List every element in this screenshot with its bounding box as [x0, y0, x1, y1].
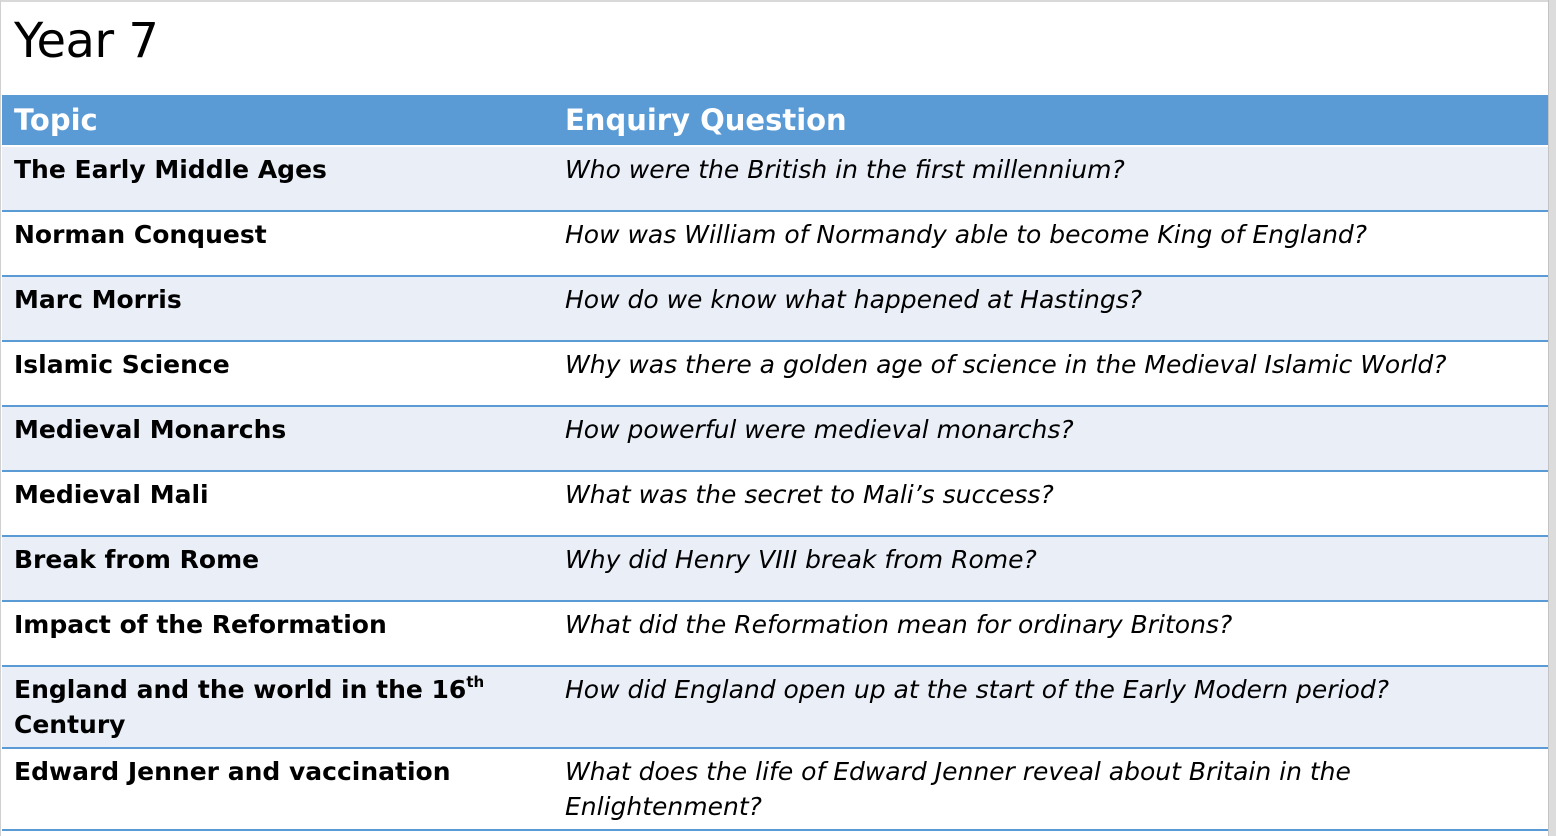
topic-cell: Edward Jenner and vaccination: [2, 748, 553, 830]
table-row: [2, 666, 1549, 748]
topic-text-continued: Century: [14, 710, 126, 739]
table-row: [2, 211, 1549, 276]
table-row: [2, 341, 1549, 406]
topic-cell: Impact of the Reformation: [2, 601, 553, 666]
topic-cell: Marc Morris: [2, 276, 553, 341]
column-header-enquiry-question: Enquiry Question: [553, 95, 1549, 146]
table-row: [2, 276, 1549, 341]
topic-text: England and the world in the 16: [14, 675, 467, 704]
topic-cell: [2, 666, 553, 748]
question-cell: What was the secret to Mali’s success?: [553, 471, 1549, 536]
page-title: Year 7: [14, 13, 159, 69]
question-cell: Why was there a golden age of science in the Medieval Islamic World?: [553, 341, 1549, 406]
table-row: [2, 406, 1549, 471]
table-row: [2, 748, 1549, 830]
question-cell: How do we know what happened at Hastings?: [553, 276, 1549, 341]
table-header-row: [2, 95, 1549, 146]
column-header-topic: Topic: [2, 95, 553, 146]
question-cell: What does the life of Edward Jenner reveal about Britain in the Enlightenment?: [553, 748, 1549, 830]
table-row: [2, 471, 1549, 536]
table-row: [2, 146, 1549, 211]
topic-cell: Islamic Science: [2, 341, 553, 406]
question-cell: How did England open up at the start of the Early Modern period?: [553, 666, 1549, 748]
topic-cell: Medieval Monarchs: [2, 406, 553, 471]
question-cell: Why did Henry VIII break from Rome?: [553, 536, 1549, 601]
topic-cell: Break from Rome: [2, 536, 553, 601]
enquiry-table: [2, 95, 1549, 831]
ordinal-suffix: th: [466, 673, 485, 691]
table-row: [2, 601, 1549, 666]
topic-cell: Norman Conquest: [2, 211, 553, 276]
window-edge-scrollbar[interactable]: [1548, 0, 1556, 836]
question-cell: What did the Reformation mean for ordinary Britons?: [553, 601, 1549, 666]
topic-cell: The Early Middle Ages: [2, 146, 553, 211]
question-cell: How powerful were medieval monarchs?: [553, 406, 1549, 471]
table-row: [2, 536, 1549, 601]
topic-cell: Medieval Mali: [2, 471, 553, 536]
question-cell: Who were the British in the first millennium?: [553, 146, 1549, 211]
question-cell: How was William of Normandy able to become King of England?: [553, 211, 1549, 276]
